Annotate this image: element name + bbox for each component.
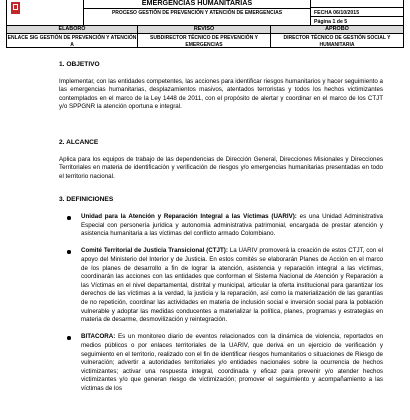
title-cell (84, 0, 310, 26)
section-title: 3. DEFINICIONES (59, 196, 114, 203)
section-alcance (59, 139, 383, 146)
role-aprobo (271, 26, 404, 48)
definition-text: Es un monitoreo diario de eventos relacionados con la dinámica de violencia, reportados en medios públicos o por enlaces territoriales de la UARIV, que deriva en un ejercicio de verificación y seguimiento en el territorio, realizado con el fin de identificar riesgos humanitarios o situaciones de Riesgo de vulneración; advertir a autoridades territoriales y/o entidades nacionales sobre la ocurrencia de hechos victimizantes; activar una respuesta integral, coordinada y eficaz para prevenir y/o atender hechos victimizantes y/o que generan riesgo de victimización; promover el seguimiento y acompañamiento a las víctimas de los (81, 333, 383, 392)
role-heading: REVISÓ (138, 26, 270, 34)
logo-cell (6, 0, 84, 26)
role-elaboro (6, 26, 138, 48)
section-title: 2. ALCANCE (59, 139, 99, 146)
objetivo-paragraph: Implementar, con las entidades competentes, las acciones para identificar riesgos humanitarios y hacer seguimiento a las emergencias humanitarias, desplazamientos masivos, atentados terroristas y todos los hechos victimizantes contemplados en el marco de la Ley 1448 de 2011, con el propósito de alertar y coordinar en el marco de los CTJT y/o SPPGNR la atención oportuna e integral. (59, 78, 383, 111)
definition-term: BITACORA: (81, 333, 116, 341)
document-header (6, 0, 404, 66)
definition-item (81, 247, 383, 324)
meta-date: FECHA 06/10/2015 (311, 9, 403, 17)
alcance-paragraph: Aplica para los equipos de trabajo de las dependencias de Dirección General, Direcciones Misionales y Direcciones Territoriales en materia de identificación y verificación de riesgos y/o emergencias humanitarias presentadas en todo el territorio nacional. (59, 156, 383, 180)
bullet-icon (67, 250, 71, 254)
process-name: PROCESO GESTIÓN DE PREVENCIÓN Y ATENCIÓN DE EMERGENCIAS (111, 10, 283, 16)
section-objetivo (59, 61, 383, 68)
definition-term: Comité Territorial de Justicia Transicional (CTJT): (81, 247, 228, 255)
role-value: DIRECTOR TÉCNICO DE GESTIÓN SOCIAL Y HUMANITARIA (283, 35, 391, 48)
section-definiciones (59, 196, 383, 203)
government-logo-icon (11, 2, 20, 14)
objetivo-paragraph-wrap (59, 78, 383, 112)
document-title: EMERGENCIAS HUMANITARIAS (84, 0, 310, 9)
section-title: 1. OBJETIVO (59, 61, 100, 68)
definition-term: Unidad para la Atención y Reparación Integral a las Víctimas (UARIV): (81, 213, 297, 220)
role-value: SUBDIRECTOR TÉCNICO DE PREVENCIÓN Y EMERGENCIAS (150, 35, 258, 48)
meta-cell (310, 0, 404, 26)
definition-text: es una Unidad Administrativa Especial con personería jurídica y autonomía administrativa patrimonial, encargada de prestar atención y asistencia humanitaria a las víctimas del conflicto armado Colombiano. (81, 213, 383, 238)
approval-table (6, 26, 404, 48)
role-heading: APROBÓ (271, 26, 403, 34)
definitions-list (81, 213, 383, 402)
bullet-icon (67, 336, 71, 340)
meta-page: Página 1 de 5 (314, 19, 348, 25)
definition-text: La UARIV promoverá la creación de estos CTJT, con el apoyo del Ministerio del Interior y de Justicia. En estos comités se elaborarán Planes de Acción en el marco de los planes de desarrollo a fin de lograr la atención, asistencia y reparación integral a las víctimas, coordinarán las acciones con las entidades que conforman el Sistema Nacional de Atención y Reparación a las Víctimas en el nivel departamental, distrital y municipal, articular la oferta institucional para garantizar los derechos de las víctimas a la verdad, la justicia y la reparación, así como la materialización de las garantías de no repetición, coordinar las actividades en materia de inclusión social e inversión social para la población vulnerable y adoptar las medidas conducentes a materializar la política, planes, programas y estrategias en materia de desarme, desmovilización y reintegración. (81, 247, 383, 324)
definition-item (81, 213, 383, 239)
role-reviso (138, 26, 271, 48)
alcance-paragraph-wrap (59, 156, 383, 181)
role-heading: ELABORÓ (7, 26, 137, 34)
definition-item (81, 333, 383, 393)
meta-code (311, 0, 403, 8)
role-value: ENLACE SIG GESTIÓN DE PREVENCIÓN Y ATENCIÓN A (7, 35, 137, 48)
bullet-icon (67, 216, 71, 220)
